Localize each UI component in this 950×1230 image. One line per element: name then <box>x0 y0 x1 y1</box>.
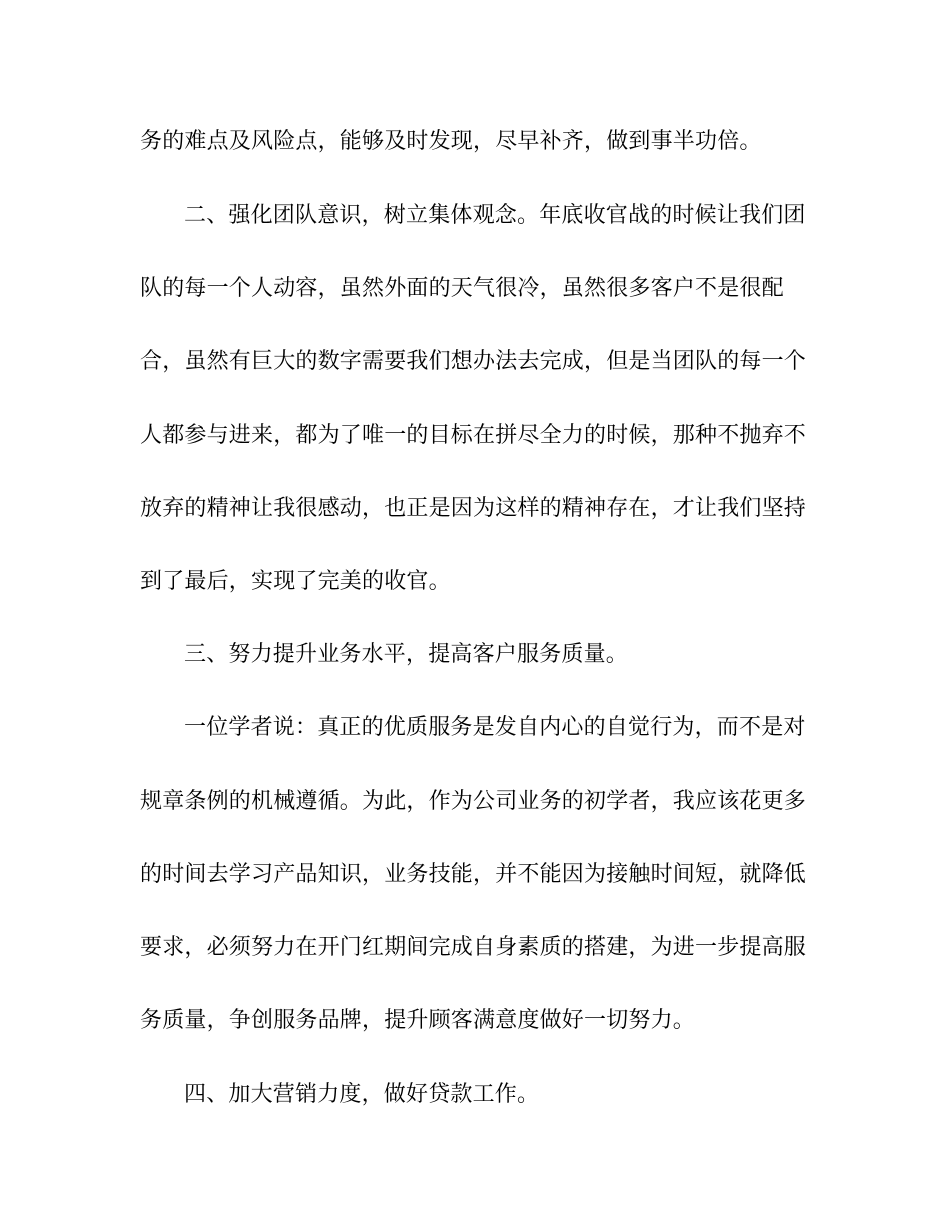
heading-line-2: 二、强化团队意识，树立集体观念。年底收官战的时候让我们团 <box>184 203 806 228</box>
paragraph-line: 到了最后，实现了完美的收官。 <box>140 569 451 594</box>
paragraph-line: 的时间去学习产品知识，业务技能，并不能因为接触时间短，就降低 <box>140 862 807 887</box>
paragraph-line: 放弃的精神让我很感动，也正是因为这样的精神存在，才让我们坚持 <box>140 496 807 521</box>
paragraph-line: 队的每一个人动容，虽然外面的天气很冷，虽然很多客户不是很配 <box>140 276 784 301</box>
heading-line-3: 三、努力提升业务水平，提高客户服务质量。 <box>184 642 629 667</box>
paragraph-line: 一位学者说：真正的优质服务是发自内心的自觉行为，而不是对 <box>184 715 806 740</box>
paragraph-line: 务质量，争创服务品牌，提升顾客满意度做好一切努力。 <box>140 1008 696 1033</box>
paragraph-line: 合，虽然有巨大的数字需要我们想办法去完成，但是当团队的每一个 <box>140 349 807 374</box>
heading-line-4: 四、加大营销力度，做好贷款工作。 <box>184 1082 540 1107</box>
paragraph-line: 务的难点及风险点，能够及时发现，尽早补齐，做到事半功倍。 <box>140 129 762 154</box>
paragraph-line: 要求，必须努力在开门红期间完成自身素质的搭建，为进一步提高服 <box>140 935 807 960</box>
paragraph-line: 规章条例的机械遵循。为此，作为公司业务的初学者，我应该花更多 <box>140 789 807 814</box>
paragraph-line: 人都参与进来，都为了唯一的目标在拼尽全力的时候，那种不抛弃不 <box>140 423 807 448</box>
